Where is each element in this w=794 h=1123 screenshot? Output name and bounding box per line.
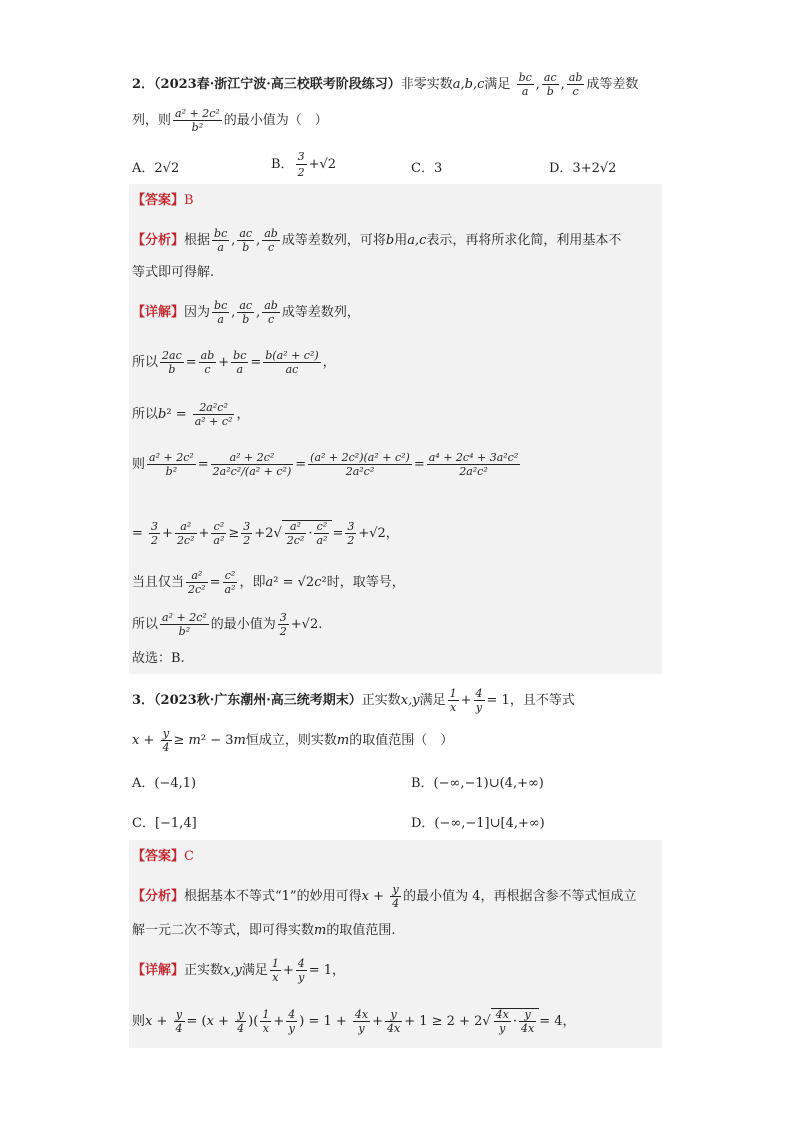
- q2-number: 2．: [132, 77, 155, 92]
- fraction: $\frac{ac}{b}$: [543, 71, 557, 98]
- q3-option-d[interactable]: D．(−∞,−1]∪[4,+∞): [411, 816, 545, 831]
- q2-option-b[interactable]: B． $\frac{3}{2}$ +√2: [271, 150, 337, 179]
- analysis-text: 的最小值为 4，再根据含参不等式恒成立: [403, 889, 637, 904]
- fraction: $\frac{ac}{b}$: [239, 227, 253, 254]
- q2-stem-line2: [132, 108, 328, 133]
- q3-number: 3．: [132, 693, 155, 708]
- step-text: 时，取等号，: [326, 575, 405, 590]
- q2-stem-text: 满足: [484, 77, 511, 92]
- analysis-text: 的取值范围.: [326, 923, 396, 938]
- analysis-text: 根据基本不等式“1”的妙用可得: [184, 889, 362, 904]
- step-text: 当且仅当: [132, 575, 185, 590]
- analysis-text: 解一元二次不等式，即可得实数: [132, 923, 315, 938]
- detail-text: 正实数: [184, 963, 224, 978]
- q3-analysis-line2: 解一元二次不等式，即可得实数m的取值范围.: [132, 923, 396, 938]
- fraction: $\frac{bc}{a}$: [518, 71, 532, 98]
- answer-tag: 【答案】: [132, 193, 185, 208]
- detail-text: 成等差数列，: [281, 305, 360, 320]
- detail-text: 满足: [241, 963, 268, 978]
- answer-tag: 【答案】: [132, 849, 185, 864]
- q2-stem-line1: 2．（2023春·浙江宁波·高三校联考阶段练习）非零实数a,b,c满足 $\frac{bc}{a}$ , $\frac{ac}{b}$ , $\frac{ab}{c}$ 成等差数: [132, 71, 639, 98]
- q3-source: （2023秋·广东潮州·高三统考期末）: [154, 693, 362, 708]
- step-text: 则: [132, 457, 146, 472]
- detail-tag: 【详解】: [132, 963, 185, 978]
- fraction: $\frac{\text{a² + 2c²}}{\text{b²}}$: [175, 107, 220, 134]
- q2-step3: 则 $\frac{\text{a² + 2c²}}{\text{b²}}$ = $\frac{\text{a² + 2c²}}{\text{2a²c²/(a² + c²)}}$ = $\frac{\text{(a² + 2c²)(a² + c²)}}{\text{2a²c²}}$ = $\frac{\text{a⁴ + 2c⁴ + 3a²c²}}{\text{2a²c²}}$: [132, 451, 519, 478]
- q2-step5: 当且仅当 $\frac{\text{a²}}{\text{2c²}}$ = $\frac{\text{c²}}{\text{a²}}$ ，即a² = √2c²时，取等号，: [132, 569, 405, 596]
- q3-detail-line1: 【详解】正实数x,y满足 $\frac{1}{x}$ + $\frac{4}{y}$ = 1，: [132, 957, 346, 984]
- q3-answer: [132, 850, 194, 863]
- q3-stem-text: 的取值范围（ ）: [349, 733, 454, 748]
- q3-analysis-line1: 【分析】根据基本不等式“1”的妙用可得x + $\frac{y}{4}$ 的最小值为 4，再根据含参不等式恒成立: [132, 883, 637, 910]
- step-text: 所以: [132, 407, 159, 422]
- q3-option-b[interactable]: B．(−∞,−1)∪(4,+∞): [411, 776, 544, 791]
- q2-option-b-label: B．: [271, 157, 294, 172]
- q2-stem-text: 非零实数: [400, 77, 453, 92]
- q2-stem-text: 的最小值为（ ）: [223, 113, 328, 128]
- q3-stem-text: 满足: [419, 693, 446, 708]
- fraction: $\frac{3}{2}$: [297, 150, 305, 179]
- fraction: $\frac{bc}{a}$: [214, 299, 228, 326]
- fraction: $\frac{ab}{c}$: [568, 71, 583, 98]
- fraction: $\frac{ab}{c}$: [264, 299, 278, 326]
- q2-solution-panel: [129, 184, 662, 674]
- fraction: $\frac{ac}{b}$: [239, 299, 253, 326]
- q2-analysis-line1: 【分析】根据 $\frac{bc}{a}$ , $\frac{ac}{b}$ , $\frac{ab}{c}$ 成等差数列，可将b用a,c表示，再将所求化简，利用基本不: [132, 227, 622, 254]
- q2-step2: 所以b² = $\frac{\text{2a²c²}}{\text{a² + c²}}$ ，: [132, 401, 250, 428]
- q2-option-d[interactable]: D．3+2√2: [549, 161, 617, 176]
- analysis-text: 根据: [184, 233, 211, 248]
- q2-option-c[interactable]: C．3: [411, 161, 443, 176]
- q3-stem-text: 正实数: [361, 693, 401, 708]
- q2-step4: = $\frac{3}{2}$ + $\frac{\text{a²}}{\text{2c²}}$ + $\frac{\text{c²}}{\text{a²}}$ ≥ $\frac{3}{2}$ +2√ $\frac{\text{a²}}{\text{2c²}}$ · $\frac{\text{c²}}{\text{a²}}$ = $\frac{3}{2}$ +√2，: [132, 520, 399, 547]
- step-text: 则: [132, 1014, 146, 1029]
- fraction: $\frac{bc}{a}$: [214, 227, 228, 254]
- q2-source: （2023春·浙江宁波·高三校联考阶段练习）: [154, 77, 401, 92]
- analysis-text: 用: [394, 233, 408, 248]
- q2-vars: a,b,c: [452, 77, 485, 92]
- q2-detail-line1: 【详解】因为 $\frac{bc}{a}$ , $\frac{ac}{b}$ , $\frac{ab}{c}$ 成等差数列，: [132, 299, 360, 326]
- detail-text: 因为: [184, 305, 211, 320]
- q3-option-c[interactable]: C．[−1,4]: [132, 816, 197, 831]
- answer-value: C: [184, 849, 194, 864]
- step-text: 所以: [132, 355, 159, 370]
- step-text: ，即: [239, 575, 266, 590]
- q2-stem-text: 成等差数: [586, 77, 639, 92]
- q2-step1: 所以 $\frac{2ac}{b}$ = $\frac{ab}{c}$ + $\frac{bc}{a}$ = $\frac{\text{b(a² + c²)}}{ac}$ ，: [132, 349, 336, 376]
- q3-stem-text: ，且不等式: [509, 693, 575, 708]
- answer-value: B: [184, 193, 194, 208]
- fraction: $\frac{ab}{c}$: [264, 227, 278, 254]
- analysis-text: 成等差数列，可将: [281, 233, 386, 248]
- analysis-tag: 【分析】: [132, 889, 185, 904]
- q3-step1: 则x + $\frac{y}{4}$ = (x + $\frac{y}{4}$ )( $\frac{1}{x}$ + $\frac{4}{y}$ ) = 1 + $\frac{4x}{y}$ + $\frac{y}{4x}$ + 1 ≥ 2 + 2√ $\frac{4x}{y}$ · $\frac{y}{4x}$ = 4，: [132, 1008, 576, 1035]
- detail-tag: 【详解】: [132, 305, 185, 320]
- q2-step6: 所以 $\frac{\text{a² + 2c²}}{\text{b²}}$ 的最小值为 $\frac{3}{2}$ +√2.: [132, 611, 323, 638]
- step-text: 的最小值为: [210, 617, 276, 632]
- q3-stem-line2: x + $\frac{y}{4}$ ≥ m² − 3m恒成立，则实数m的取值范围（ ）: [132, 727, 454, 754]
- analysis-text: 表示，再将所求化简，利用基本不: [426, 233, 622, 248]
- q2-analysis-line2: 等式即可得解.: [132, 265, 215, 280]
- q3-stem-line1: 3．（2023秋·广东潮州·高三统考期末）正实数x,y满足 $\frac{1}{x}$ + $\frac{4}{y}$ = 1，且不等式: [132, 687, 575, 714]
- q3-option-a[interactable]: A．(−4,1): [132, 776, 197, 791]
- q2-option-a[interactable]: A．2√2: [132, 161, 180, 176]
- analysis-tag: 【分析】: [132, 233, 185, 248]
- q2-answer: [132, 194, 194, 207]
- q2-choose: 故选：B.: [132, 651, 185, 666]
- step-text: 所以: [132, 617, 159, 632]
- q2-stem-text: 列，则: [132, 113, 172, 128]
- q3-stem-text: 恒成立，则实数: [245, 733, 337, 748]
